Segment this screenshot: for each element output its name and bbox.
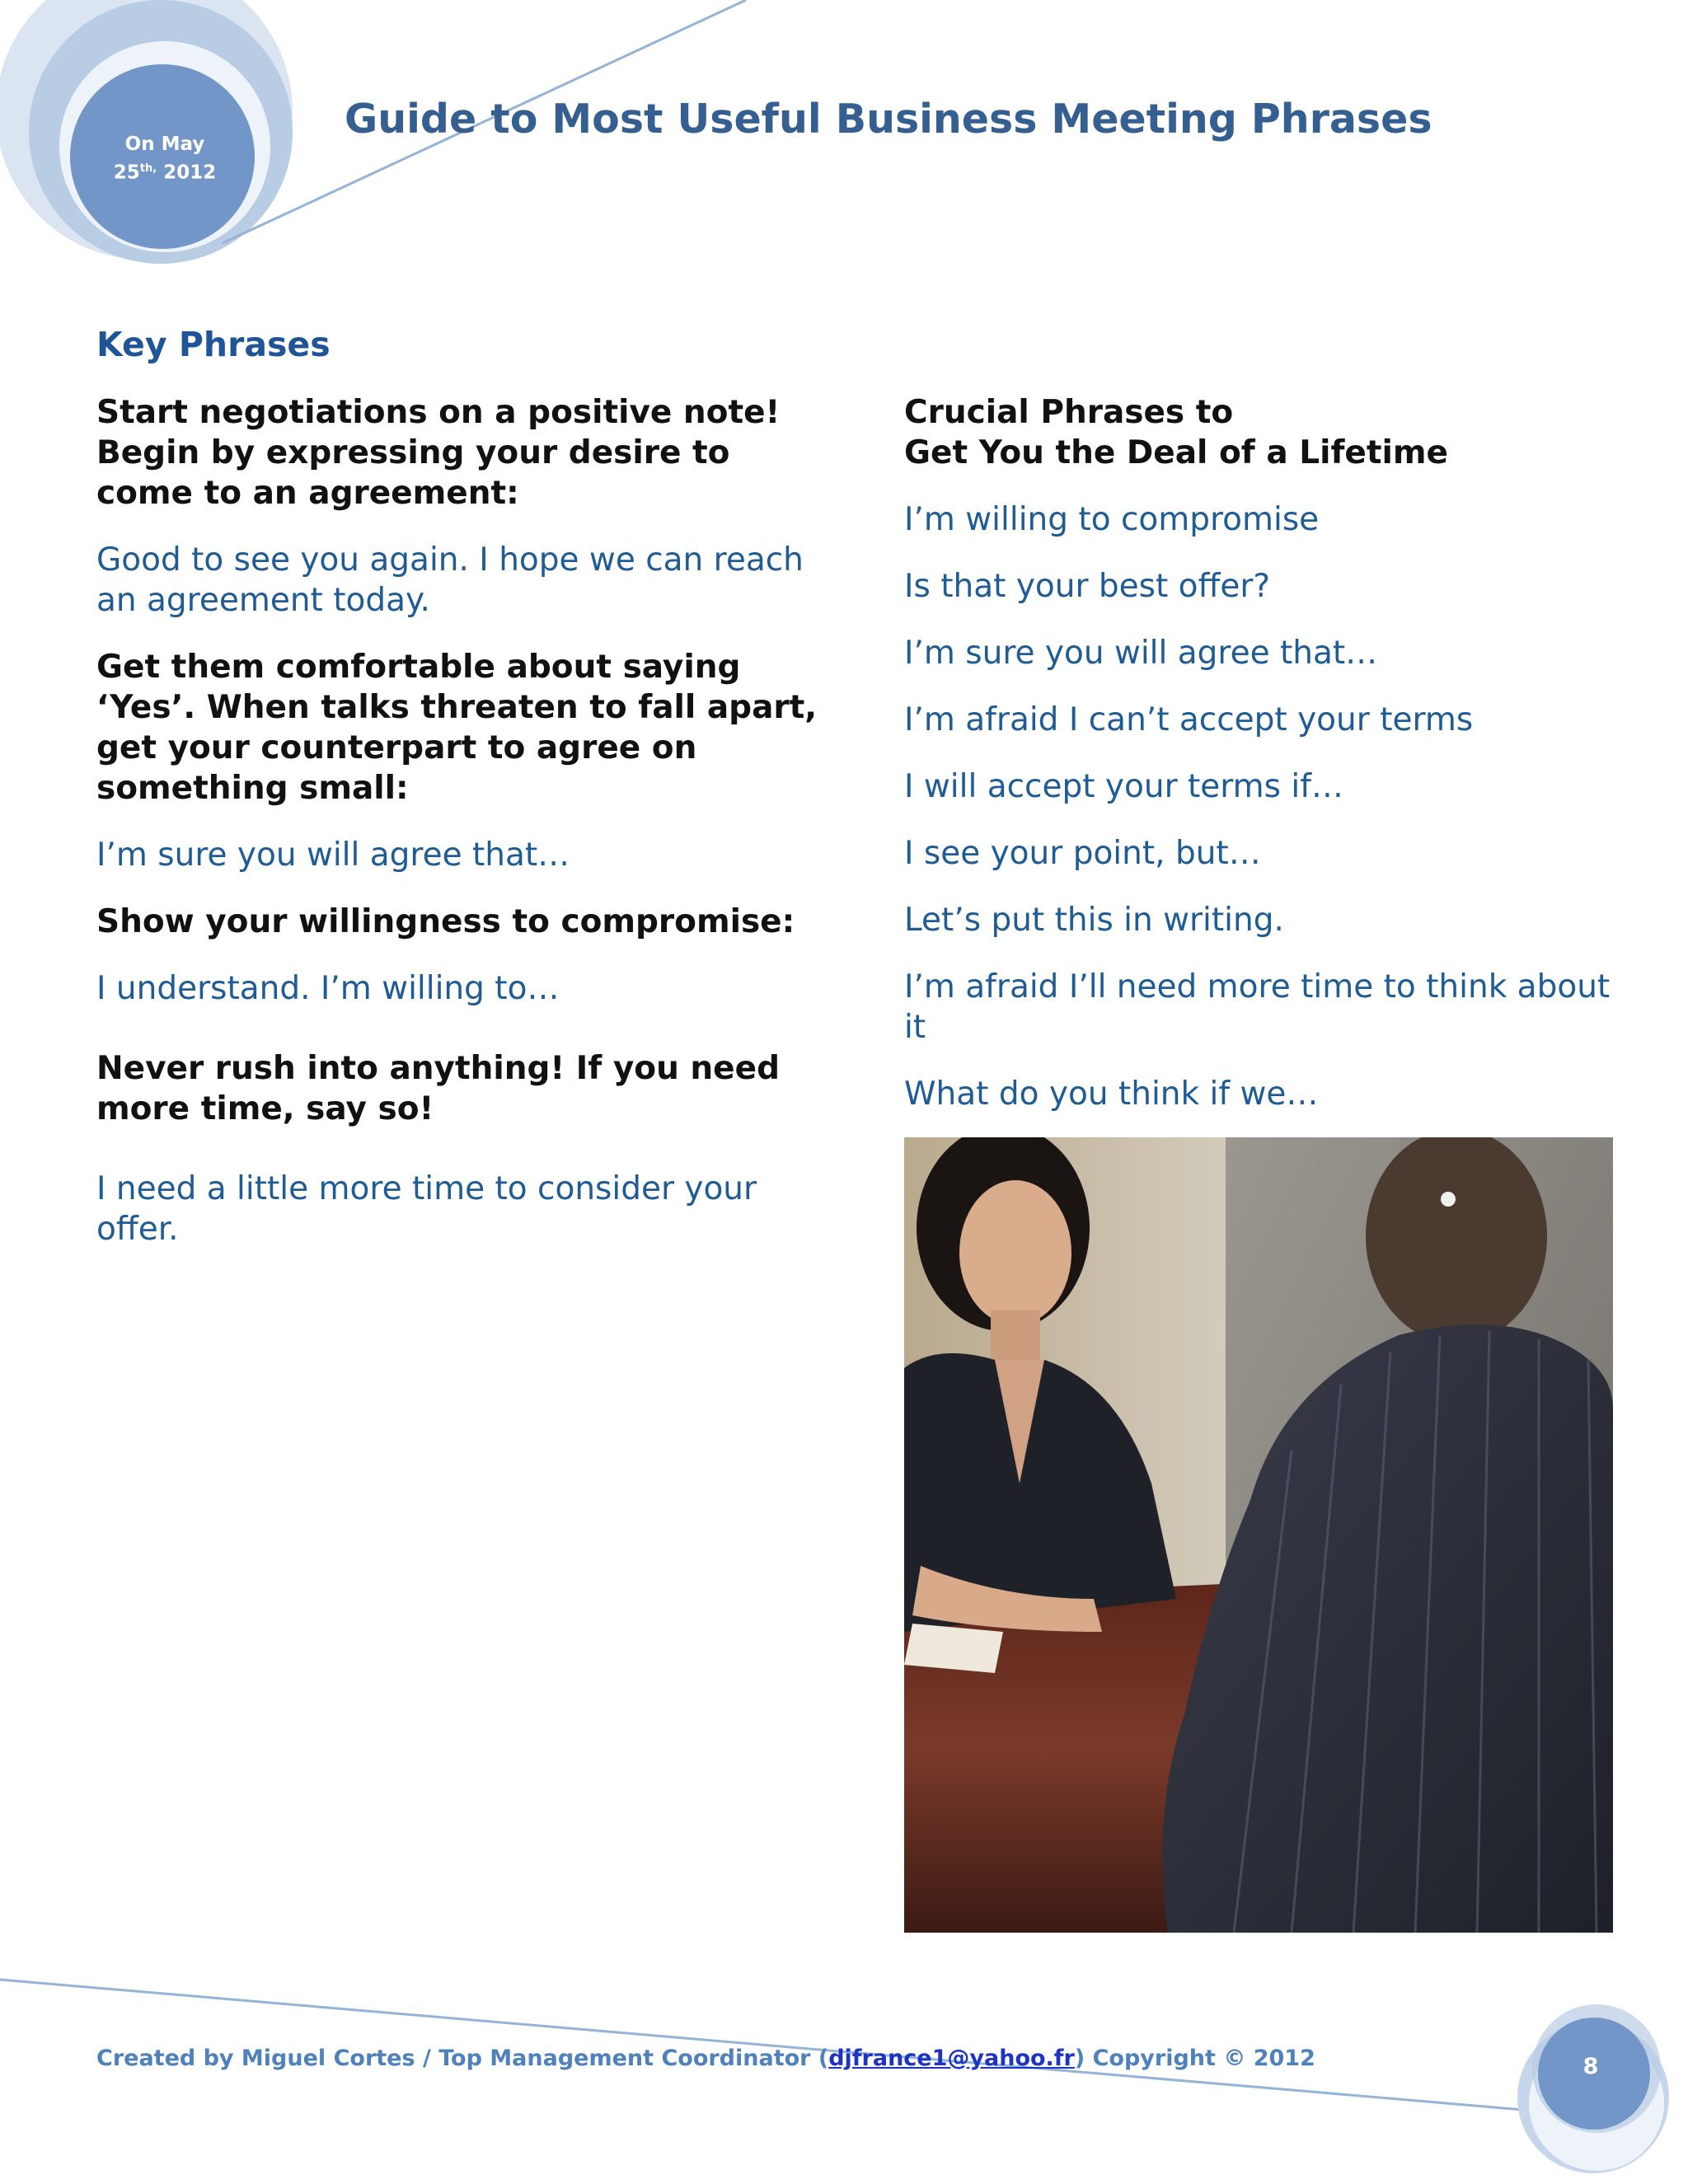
footer-decoration <box>0 1961 1688 2184</box>
left-column <box>96 392 822 1249</box>
phrase-list-item: What do you think if we… <box>904 1076 1319 1113</box>
date-line2: $25^{th,}$ 2012 <box>113 162 217 184</box>
header-decoration <box>0 0 1688 330</box>
phrase-4: I need a little more time to consider your offer. <box>96 1170 757 1248</box>
phrase-list-item: Is that your best offer? <box>904 568 1271 605</box>
right-column <box>904 392 1629 1114</box>
footer-credit-text: Created by Miguel Cortes / Top Management Coordinator ( <box>96 2046 829 2071</box>
phrase-list-item: I see your point, but… <box>904 835 1261 872</box>
phrase-list-item: Let’s put this in writing. <box>904 902 1284 939</box>
phrase-list-item: I will accept your terms if… <box>904 768 1343 805</box>
footer-copyright-text: ) Copyright © 2012 <box>1074 2046 1315 2071</box>
phrase-list-item: I’m afraid I can’t accept your terms <box>904 701 1474 738</box>
document-title: Guide to Most Useful Business Meeting Phrases <box>345 96 1432 143</box>
date-badge <box>82 132 247 185</box>
footer-credit <box>96 2046 1315 2071</box>
phrase-3: I understand. I’m willing to… <box>96 970 560 1007</box>
meeting-photo <box>904 1137 1613 1933</box>
heading-line-1: Crucial Phrases to <box>904 394 1234 431</box>
phrase-list-item: I’m sure you will agree that… <box>904 635 1378 672</box>
section-title: Key Phrases <box>96 325 331 364</box>
page-number: 8 <box>1582 2054 1599 2079</box>
phrase-1: Good to see you again. I hope we can reach an agreement today. <box>96 541 804 619</box>
instruction-4: Never rush into anything! If you need more time, say so! <box>96 1050 780 1127</box>
crucial-phrases-heading <box>904 392 1629 473</box>
phrase-list-item: I’m afraid I’ll need more time to think about it <box>904 968 1611 1046</box>
date-line1: On May <box>124 134 205 155</box>
meeting-photo-illustration <box>904 1137 1613 1933</box>
heading-line-2: Get You the Deal of a Lifetime <box>904 434 1448 471</box>
instruction-1: Start negotiations on a positive note! Begin by expressing your desire to come to an agreement: <box>96 394 781 512</box>
phrase-list-item: I’m willing to compromise <box>904 501 1320 538</box>
footer-email-link[interactable]: djfrance1@yahoo.fr <box>828 2046 1075 2071</box>
phrase-2: I’m sure you will agree that… <box>96 837 570 874</box>
instruction-2: Get them comfortable about saying ‘Yes’. When talks threaten to fall apart, get your counterpart to agree on something small: <box>96 649 818 807</box>
instruction-3: Show your willingness to compromise: <box>96 903 795 940</box>
